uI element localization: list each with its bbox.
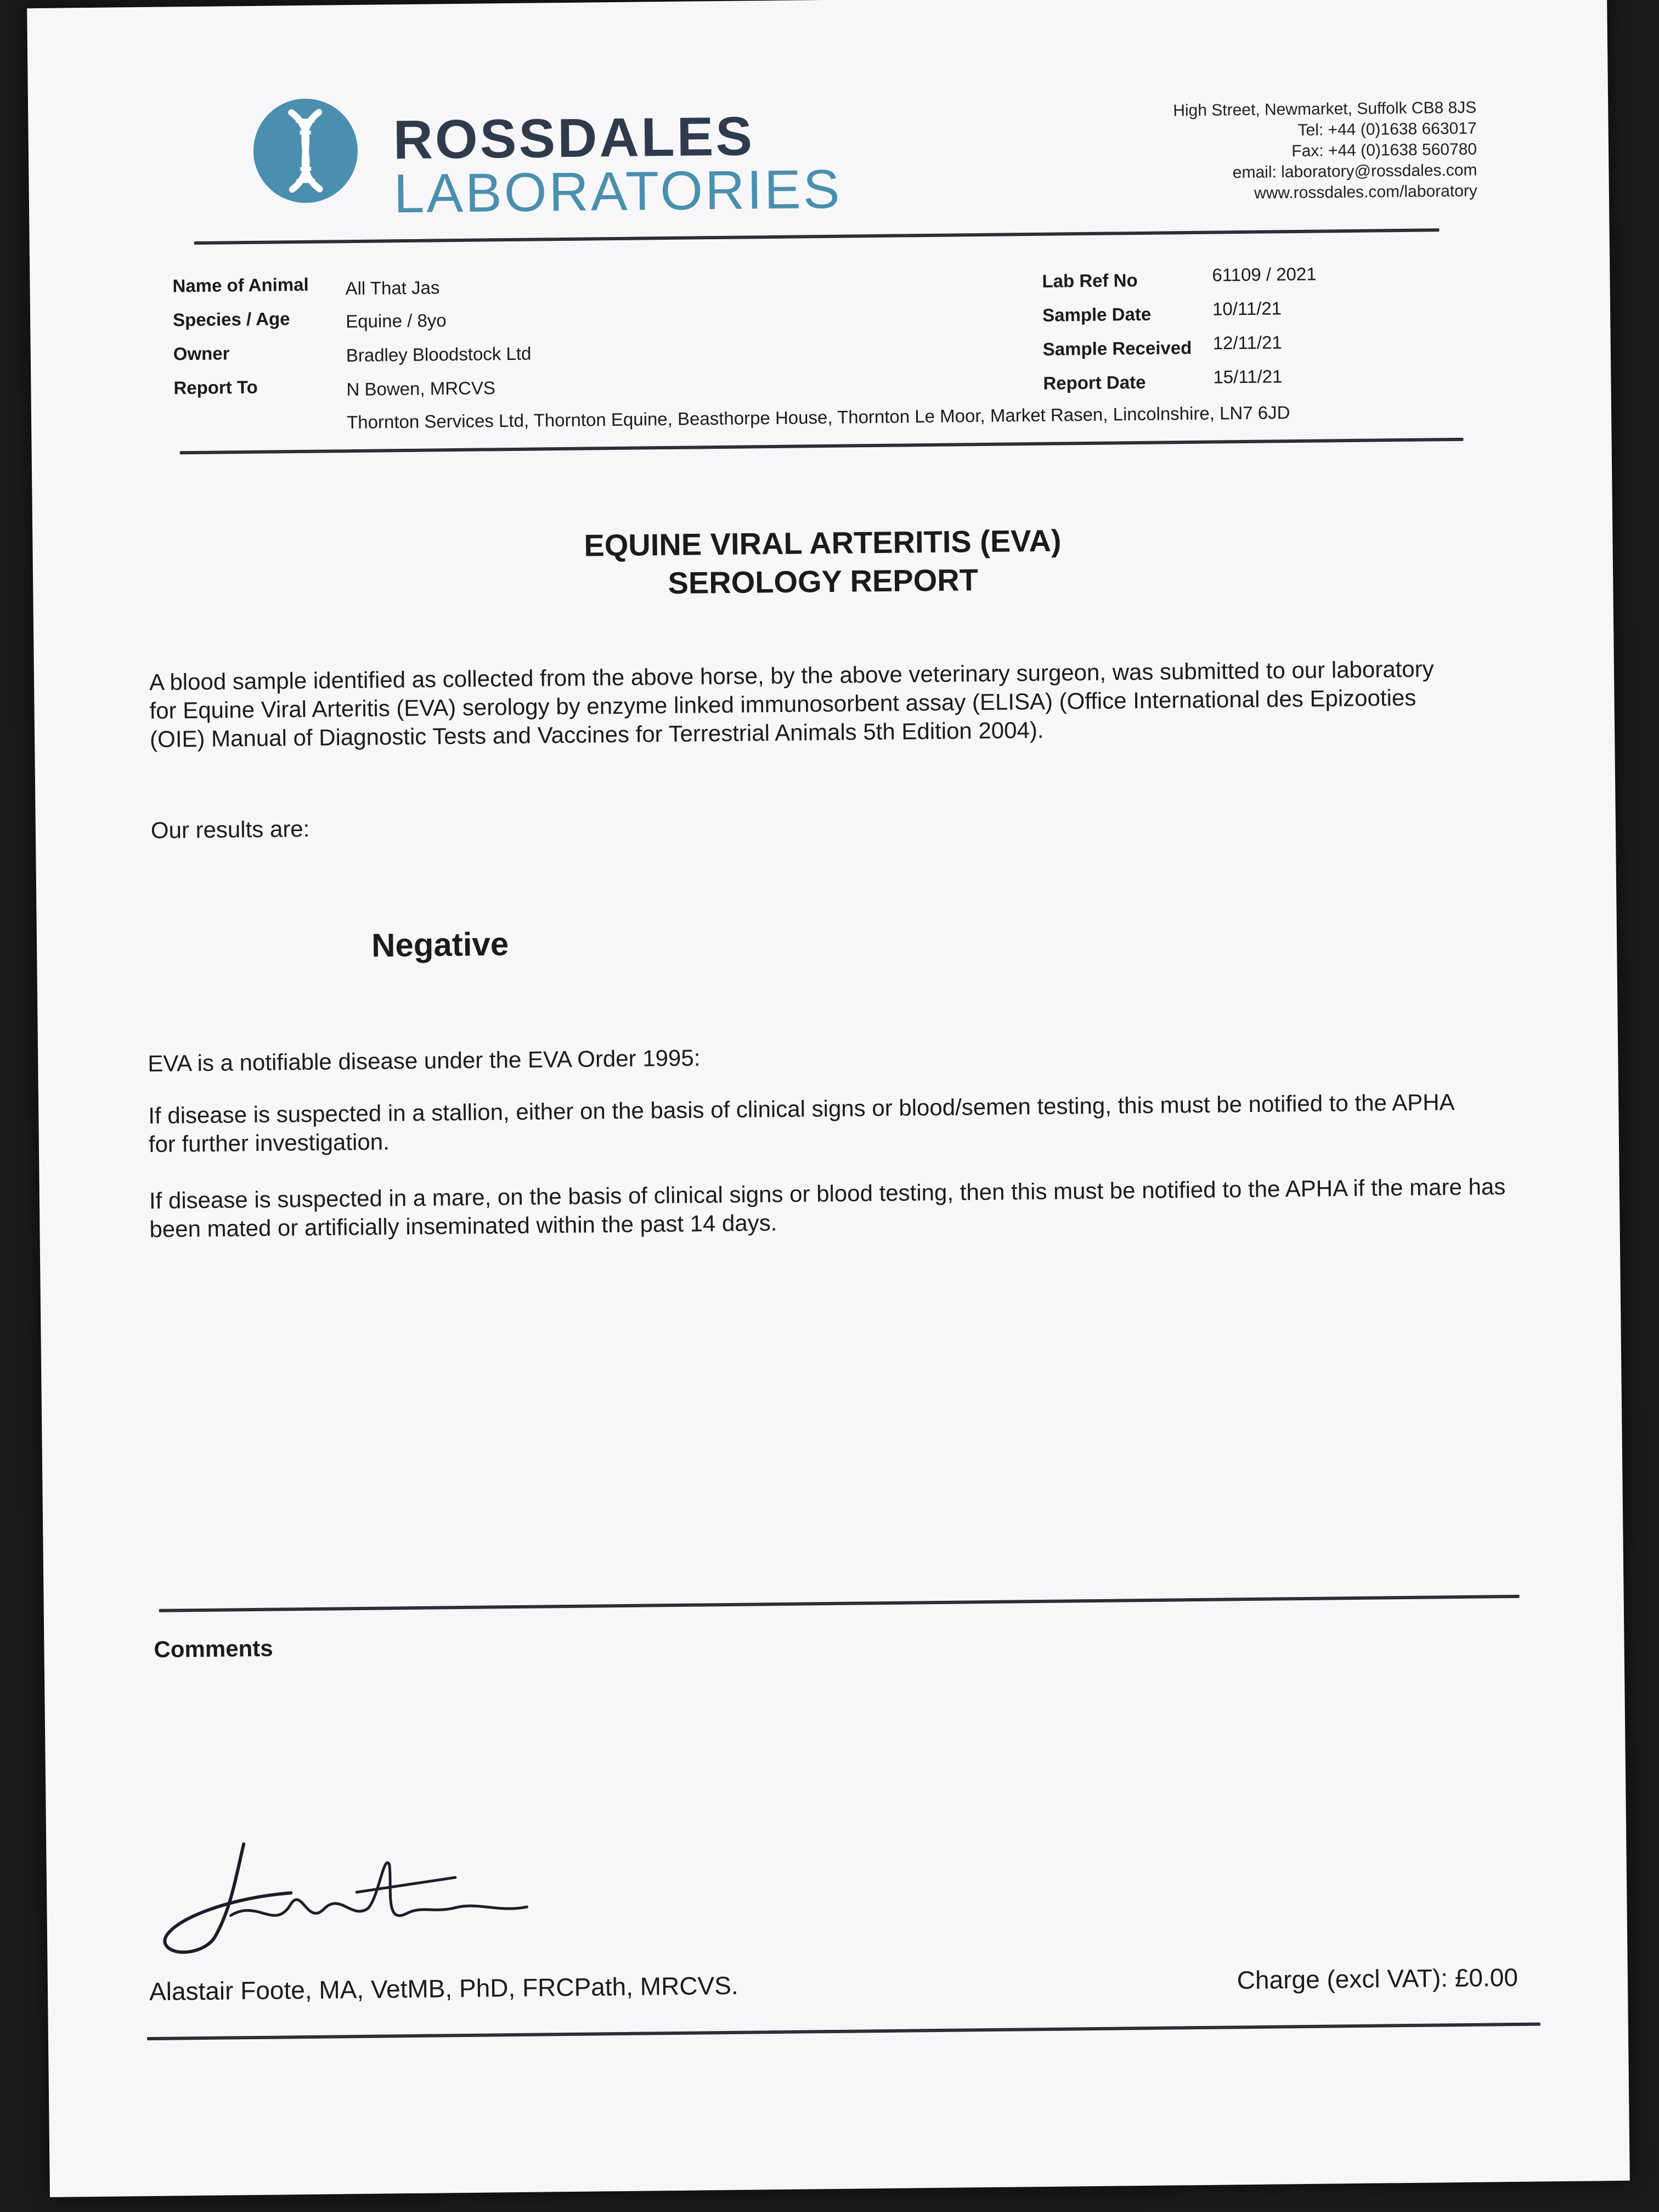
sample-received-label: Sample Received [1042, 337, 1192, 359]
brand-name-line2: LABORATORIES [393, 158, 843, 225]
report-to-address: Thornton Services Ltd, Thornton Equine, Beasthorpe House, Thornton Le Moor, Market Rasen, Lincolnshire, LN7 6JD [346, 402, 1290, 433]
name-of-animal-label: Name of Animal [172, 274, 309, 296]
animal-details [172, 262, 1489, 433]
results-intro: Our results are: [150, 815, 310, 843]
stallion-note: If disease is suspected in a stallion, either on the basis of clinical signs or blood/semen testing, this must be notified to the APHA for further investigation. [148, 1089, 1454, 1157]
details-divider [180, 438, 1464, 455]
comments-divider [159, 1595, 1520, 1612]
lab-contact-block [1173, 98, 1477, 205]
test-result: Negative [371, 926, 509, 964]
comments-label: Comments [154, 1635, 273, 1662]
owner-value: Bradley Bloodstock Ltd [346, 343, 532, 366]
report-title [32, 516, 1613, 609]
owner-label: Owner [173, 343, 230, 364]
report-title-line2: SEROLOGY REPORT [668, 562, 979, 601]
lab-tel: Tel: +44 (0)1638 663017 [1297, 119, 1477, 139]
footer-divider [147, 2023, 1541, 2041]
species-age-value: Equine / 8yo [345, 310, 447, 332]
name-of-animal-value: All That Jas [345, 277, 440, 299]
lab-ref-value: 61109 / 2021 [1212, 263, 1317, 285]
lab-website: www.rossdales.com/laboratory [1254, 182, 1477, 202]
report-to-value: N Bowen, MRCVS [346, 377, 496, 400]
header-divider [194, 228, 1440, 245]
report-date-value: 15/11/21 [1213, 366, 1283, 387]
dna-logo-icon [247, 98, 364, 204]
sample-date-value: 10/11/21 [1212, 298, 1282, 319]
species-age-label: Species / Age [172, 308, 290, 330]
lab-address: High Street, Newmarket, Suffolk CB8 8JS [1173, 98, 1477, 120]
notifiable-statement: EVA is a notifiable disease under the EVA Order 1995: [148, 1045, 701, 1076]
signer-name: Alastair Foote, MA, VetMB, PhD, FRCPath, MRCVS. [149, 1971, 738, 2006]
sample-date-label: Sample Date [1042, 303, 1152, 325]
lab-fax: Fax: +44 (0)1638 560780 [1291, 140, 1477, 161]
brand-name-line1: ROSSDALES [393, 105, 755, 171]
report-page [27, 0, 1630, 2197]
charge-amount: Charge (excl VAT): £0.00 [1237, 1962, 1519, 1995]
sample-received-value: 12/11/21 [1212, 332, 1282, 353]
lab-ref-label: Lab Ref No [1042, 270, 1138, 291]
handwritten-signature [148, 1830, 544, 1966]
mare-note: If disease is suspected in a mare, on the basis of clinical signs or blood testing, then this must be notified to the APHA if the mare has been mated or artificially inseminated within the past 14 days. [149, 1173, 1506, 1242]
lab-email: email: laboratory@rossdales.com [1232, 161, 1477, 182]
report-title-line1: EQUINE VIRAL ARTERITIS (EVA) [584, 523, 1062, 563]
intro-paragraph: A blood sample identified as collected from the above horse, by the above veterinary surgeon, was submitted to our laboratory for Equine Viral Arteritis (EVA) serology by enzyme linked immunosorbent assay (ELISA) (Office International des Epizooties (OIE) Manual of Diagnostic Tests and Vaccines for Terrestrial Animals 5th Edition 2004). [149, 656, 1434, 752]
report-to-label: Report To [173, 376, 258, 398]
report-date-label: Report Date [1043, 371, 1146, 393]
